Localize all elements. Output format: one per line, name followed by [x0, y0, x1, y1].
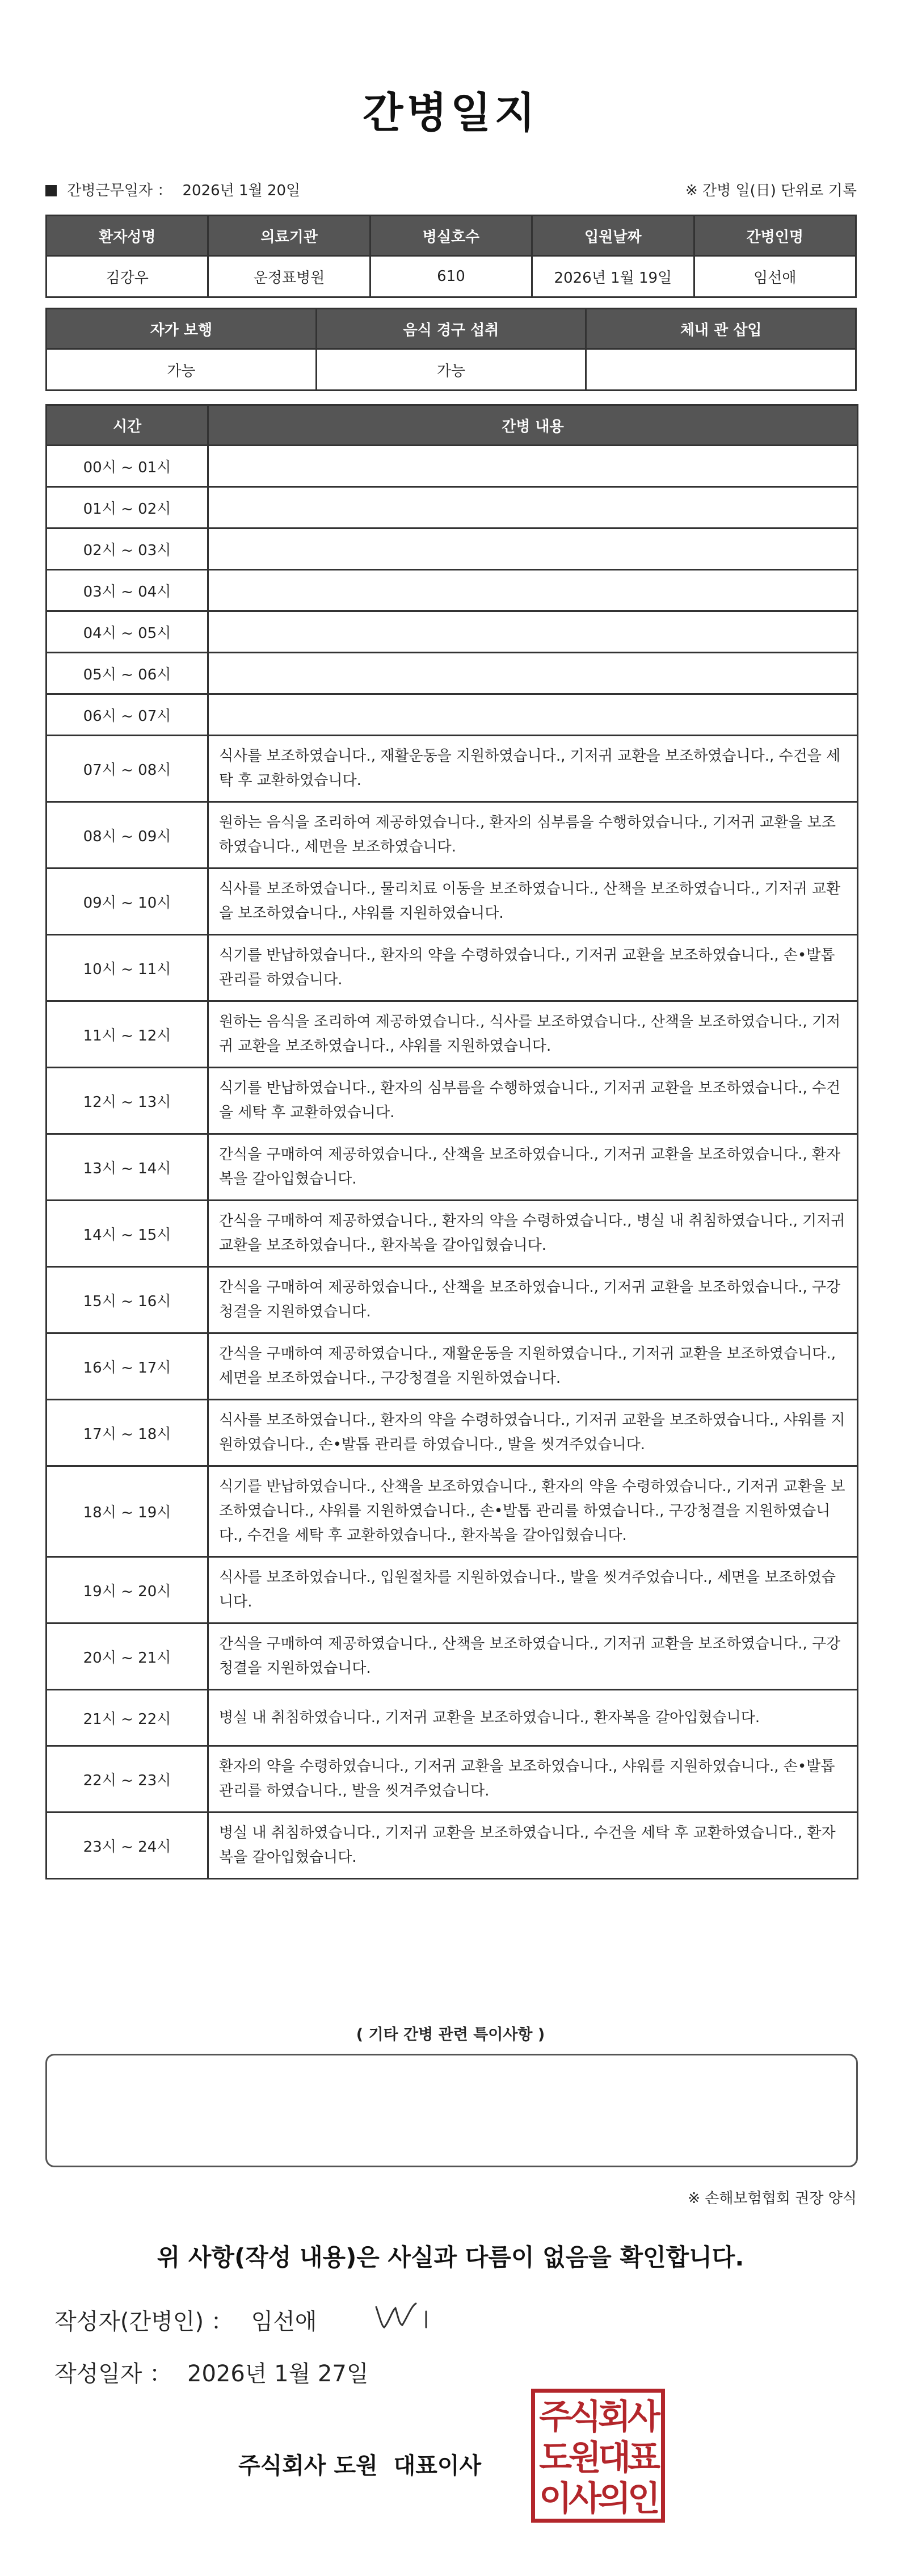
- seal-line-2: 도원대표: [539, 2438, 657, 2478]
- care-content: 간식을 구매하여 제공하였습니다., 산책을 보조하였습니다., 기저귀 교환을 보조하였습니다., 구강청결을 지원하였습니다.: [208, 1267, 858, 1333]
- care-content: 간식을 구매하여 제공하였습니다., 환자의 약을 수령하였습니다., 병실 내 취침하였습니다., 기저귀 교환을 보조하였습니다., 환자복을 갈아입혔습니다.: [208, 1201, 858, 1267]
- written-date-line: [54, 2356, 369, 2388]
- author-line: [54, 2304, 317, 2336]
- table-row: [47, 653, 858, 694]
- header-care-content: 간병 내용: [208, 405, 858, 446]
- care-content: 식사를 보조하였습니다., 입원절차를 지원하였습니다., 발을 씻겨주었습니다., 세면을 보조하였습니다.: [208, 1557, 858, 1623]
- care-content: [208, 446, 858, 487]
- table-row: [47, 1400, 858, 1466]
- table-row: [47, 1068, 858, 1134]
- time-slot: 01시 ~ 02시: [47, 487, 208, 528]
- care-content: 식기를 반납하였습니다., 산책을 보조하였습니다., 환자의 약을 수령하였습니다., 기저귀 교환을 보조하였습니다., 샤워를 지원하였습니다., 손•발톱 관리를 하였습니다., 구강청결을 지원하였습니다., 수건을 세탁 후 교환하였습니다., 환자복을 갈아입혔습니다.: [208, 1466, 858, 1557]
- time-slot: 23시 ~ 24시: [47, 1813, 208, 1879]
- ability-value-row: [47, 349, 856, 391]
- table-row: [47, 1813, 858, 1879]
- time-slot: 00시 ~ 01시: [47, 446, 208, 487]
- time-slot: 03시 ~ 04시: [47, 570, 208, 611]
- header-hospital: 의료기관: [208, 216, 370, 256]
- self-walking-value: 가능: [47, 349, 317, 391]
- seal-line-1: 주식회사: [539, 2397, 657, 2437]
- patient-ability-table: [45, 308, 857, 391]
- author-label: 작성자(간병인) ：: [54, 2309, 234, 2335]
- care-content: [208, 570, 858, 611]
- table-row: [47, 1201, 858, 1267]
- time-slot: 10시 ~ 11시: [47, 935, 208, 1001]
- time-slot: 12시 ~ 13시: [47, 1068, 208, 1134]
- care-content: 간식을 구매하여 제공하였습니다., 재활운동을 지원하였습니다., 기저귀 교환을 보조하였습니다., 세면을 보조하였습니다., 구강청결을 지원하였습니다.: [208, 1333, 858, 1400]
- care-content: 간식을 구매하여 제공하였습니다., 산책을 보조하였습니다., 기저귀 교환을 보조하였습니다., 환자복을 갈아입혔습니다.: [208, 1134, 858, 1201]
- time-slot: 09시 ~ 10시: [47, 869, 208, 935]
- table-row: [47, 694, 858, 736]
- confirmation-statement: 위 사항(작성 내용)은 사실과 다름이 없음을 확인합니다.: [157, 2243, 744, 2271]
- header-oral-intake: 음식 경구 섭취: [316, 309, 586, 349]
- table-row: [47, 935, 858, 1001]
- care-content: [208, 653, 858, 694]
- time-slot: 05시 ~ 06시: [47, 653, 208, 694]
- table-row: [47, 1557, 858, 1623]
- square-bullet-icon: [45, 185, 57, 196]
- written-date-label: 작성일자 ：: [54, 2361, 172, 2387]
- care-content: [208, 694, 858, 736]
- written-date-value: 2026년 1월 27일: [187, 2361, 369, 2387]
- time-slot: 04시 ~ 05시: [47, 611, 208, 653]
- ability-header-row: [47, 309, 856, 349]
- care-content: [208, 528, 858, 570]
- document-title: 간병일지: [363, 89, 538, 137]
- time-slot: 13시 ~ 14시: [47, 1134, 208, 1201]
- care-content: 간식을 구매하여 제공하였습니다., 산책을 보조하였습니다., 기저귀 교환을 보조하였습니다., 구강청결을 지원하였습니다.: [208, 1623, 858, 1690]
- time-slot: 21시 ~ 22시: [47, 1690, 208, 1746]
- time-slot: 11시 ~ 12시: [47, 1001, 208, 1068]
- care-content: 식사를 보조하였습니다., 물리치료 이동을 보조하였습니다., 산책을 보조하였습니다., 기저귀 교환을 보조하였습니다., 샤워를 지원하였습니다.: [208, 869, 858, 935]
- care-content: 환자의 약을 수령하였습니다., 기저귀 교환을 보조하였습니다., 샤워를 지원하였습니다., 손•발톱 관리를 하였습니다., 발을 씻겨주었습니다.: [208, 1746, 858, 1813]
- time-slot: 20시 ~ 21시: [47, 1623, 208, 1690]
- care-content: 식기를 반납하였습니다., 환자의 심부름을 수행하였습니다., 기저귀 교환을 보조하였습니다., 수건을 세탁 후 교환하였습니다.: [208, 1068, 858, 1134]
- header-caregiver-name: 간병인명: [694, 216, 856, 256]
- seal-line-3: 이사의인: [539, 2479, 657, 2519]
- oral-intake-value: 가능: [316, 349, 586, 391]
- care-content: 병실 내 취침하였습니다., 기저귀 교환을 보조하였습니다., 수건을 세탁 후 교환하였습니다., 환자복을 갈아입혔습니다.: [208, 1813, 858, 1879]
- header-self-walking: 자가 보행: [47, 309, 317, 349]
- table-row: [47, 802, 858, 869]
- header-room: 병실호수: [370, 216, 532, 256]
- care-log-body: [47, 405, 858, 1879]
- work-date-line: [45, 179, 300, 200]
- header-patient-name: 환자성명: [47, 216, 208, 256]
- table-row: [47, 1267, 858, 1333]
- time-slot: 17시 ~ 18시: [47, 1400, 208, 1466]
- care-content: [208, 611, 858, 653]
- care-content: 원하는 음식을 조리하여 제공하였습니다., 환자의 심부름을 수행하였습니다., 기저귀 교환을 보조하였습니다., 세면을 보조하였습니다.: [208, 802, 858, 869]
- company-seal-stamp: [531, 2389, 665, 2523]
- header-time: 시간: [47, 405, 208, 446]
- time-slot: 07시 ~ 08시: [47, 736, 208, 802]
- table-row: [47, 736, 858, 802]
- time-slot: 22시 ~ 23시: [47, 1746, 208, 1813]
- care-content: 병실 내 취침하였습니다., 기저귀 교환을 보조하였습니다., 환자복을 갈아입혔습니다.: [208, 1690, 858, 1746]
- form-source-note: ※ 손해보험협회 권장 양식: [688, 2190, 857, 2207]
- care-header-row: [47, 405, 858, 446]
- tube-insertion-value: [586, 349, 856, 391]
- header-admission-date: 입원날짜: [532, 216, 694, 256]
- care-content: 식사를 보조하였습니다., 재활운동을 지원하였습니다., 기저귀 교환을 보조하였습니다., 수건을 세탁 후 교환하였습니다.: [208, 736, 858, 802]
- table-row: [47, 611, 858, 653]
- patient-value-row: [47, 256, 856, 297]
- table-row: [47, 1466, 858, 1557]
- table-row: [47, 1746, 858, 1813]
- hospital-name: 운정표병원: [208, 256, 370, 297]
- care-content: 식기를 반납하였습니다., 환자의 약을 수령하였습니다., 기저귀 교환을 보조하였습니다., 손•발톱 관리를 하였습니다.: [208, 935, 858, 1001]
- table-row: [47, 869, 858, 935]
- time-slot: 16시 ~ 17시: [47, 1333, 208, 1400]
- table-row: [47, 487, 858, 528]
- handwritten-signature: [372, 2294, 434, 2334]
- other-notes-label: ( 기타 간병 관련 특이사항 ): [356, 2026, 545, 2044]
- table-row: [47, 1001, 858, 1068]
- company-representative: 주식회사 도원 대표이사: [238, 2453, 482, 2479]
- admission-date: 2026년 1월 19일: [532, 256, 694, 297]
- care-content: 식사를 보조하였습니다., 환자의 약을 수령하였습니다., 기저귀 교환을 보조하였습니다., 샤워를 지원하였습니다., 손•발톱 관리를 하였습니다., 발을 씻겨주었습니다.: [208, 1400, 858, 1466]
- room-number: 610: [370, 256, 532, 297]
- header-tube-insertion: 체내 관 삽입: [586, 309, 856, 349]
- table-row: [47, 446, 858, 487]
- care-log-table: [45, 404, 858, 1879]
- care-content: 원하는 음식을 조리하여 제공하였습니다., 식사를 보조하였습니다., 산책을 보조하였습니다., 기저귀 교환을 보조하였습니다., 샤워를 지원하였습니다.: [208, 1001, 858, 1068]
- table-row: [47, 1333, 858, 1400]
- table-row: [47, 1690, 858, 1746]
- caregiver-name: 임선애: [694, 256, 856, 297]
- patient-header-row: [47, 216, 856, 256]
- table-row: [47, 528, 858, 570]
- table-row: [47, 1623, 858, 1690]
- care-content: [208, 487, 858, 528]
- time-slot: 15시 ~ 16시: [47, 1267, 208, 1333]
- time-slot: 19시 ~ 20시: [47, 1557, 208, 1623]
- time-slot: 02시 ~ 03시: [47, 528, 208, 570]
- time-slot: 06시 ~ 07시: [47, 694, 208, 736]
- author-name: 임선애: [251, 2309, 317, 2335]
- table-row: [47, 1134, 858, 1201]
- time-slot: 08시 ~ 09시: [47, 802, 208, 869]
- other-notes-box: [45, 2054, 858, 2167]
- patient-info-table: [45, 215, 857, 298]
- table-row: [47, 570, 858, 611]
- time-slot: 14시 ~ 15시: [47, 1201, 208, 1267]
- unit-note: ※ 간병 일(日) 단위로 기록: [685, 182, 857, 199]
- work-date-value: 2026년 1월 20일: [182, 182, 301, 199]
- patient-name: 김강우: [47, 256, 208, 297]
- work-date-label: 간병근무일자 ：: [67, 182, 172, 199]
- time-slot: 18시 ~ 19시: [47, 1466, 208, 1557]
